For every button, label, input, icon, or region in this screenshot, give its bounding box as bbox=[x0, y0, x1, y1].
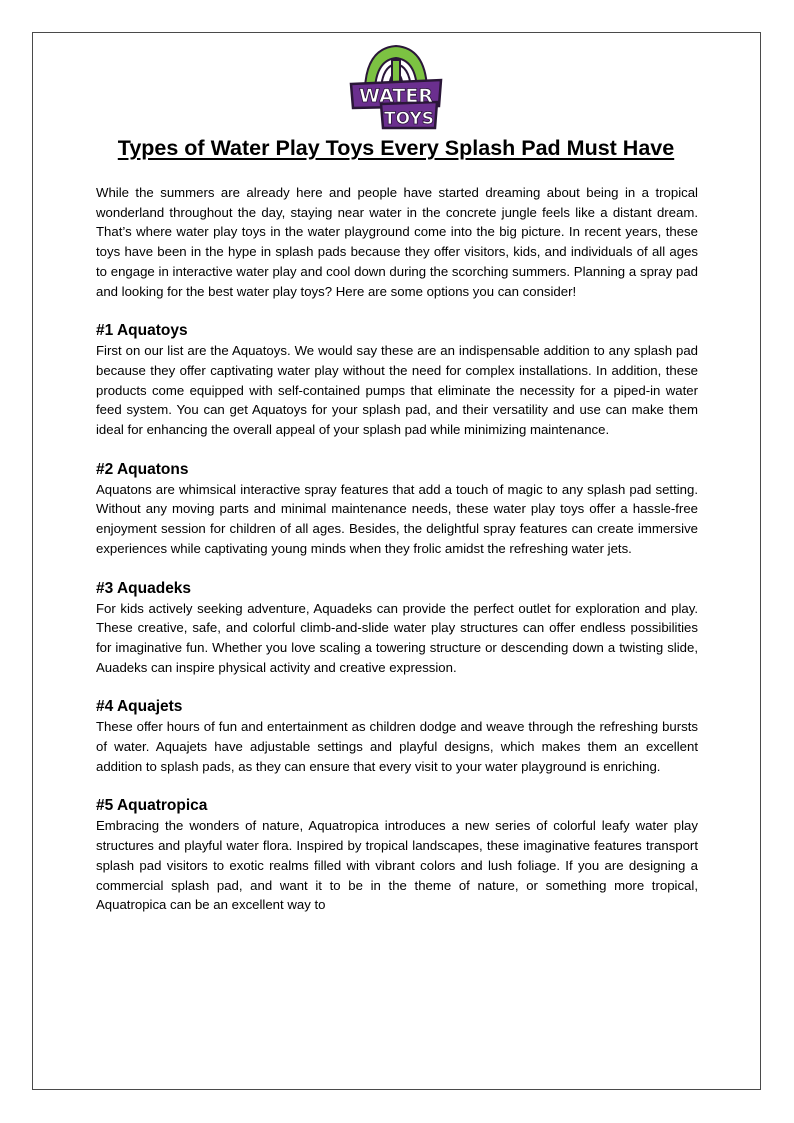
section-paragraph: Aquatons are whimsical interactive spray features that add a touch of magic to any splash pad setting. Without any moving parts and minimal maintenance needs, these water play toys offer a hassle-free enjoyment session for children of all ages. Besides, the delightful spray features can create immersive experiences while captivating young minds when they frolic amidst the refreshing water jets. bbox=[96, 481, 698, 556]
article-body bbox=[96, 183, 698, 935]
section-aquatons bbox=[96, 460, 698, 559]
page-title: Types of Water Play Toys Every Splash Pad Must Have bbox=[117, 136, 675, 160]
logo-text-water: WATER bbox=[359, 85, 433, 107]
section-heading: #1 Aquatoys bbox=[96, 322, 188, 340]
section-aquajets bbox=[96, 697, 698, 776]
water-toys-logo bbox=[341, 40, 451, 130]
section-paragraph: First on our list are the Aquatoys. We would say these are an indispensable addition to any splash pad because they offer captivating water play without the need for complex installations. In addition, these products come equipped with self-contained pumps that eliminate the necessity for a piped-in water feed system. You can get Aquatoys for your splash pad, and their versatility and use can make them ideal for enhancing the overall appeal of your splash pad while minimizing maintenance. bbox=[96, 343, 698, 438]
section-heading: #2 Aquatons bbox=[96, 460, 189, 478]
section-aquatoys bbox=[96, 321, 698, 440]
section-heading: #3 Aquadeks bbox=[96, 579, 192, 597]
section-aquatropica bbox=[96, 796, 698, 915]
intro-paragraph: While the summers are already here and people have started dreaming about being in a tropical wonderland throughout the day, staying near water in the concrete jungle feels like a distant dream. That’s where water play toys in the water playground come into the big picture. In recent years, these toys have been in the hype in splash pads because they offer visitors, kids, and individuals of all ages to engage in interactive water play and cool down during the scorching summers. Planning a spray pad and looking for the best water play toys? Here are some options you can consider! bbox=[96, 185, 698, 299]
section-paragraph: Embracing the wonders of nature, Aquatropica introduces a new series of colorful leafy water play structures and playful water flora. Inspired by tropical landscapes, these imaginative features transport splash pad visitors to exotic realms filled with vibrant colors and lush foliage. If you are designing a commercial splash pad, and want it to be in the theme of nature, or something more tropical, Aquatropica can be an excellent way to bbox=[96, 818, 698, 913]
logo-text-toys: TOYS bbox=[384, 109, 434, 129]
section-paragraph: For kids actively seeking adventure, Aquadeks can provide the perfect outlet for exploration and play. These creative, safe, and colorful climb-and-slide water play structures can offer endless possibilities for imaginative fun. Whether you love scaling a towering structure or descending down a twisting slide, Auadeks can inspire physical activity and creative expression. bbox=[96, 600, 698, 675]
section-heading: #4 Aquajets bbox=[96, 698, 183, 716]
section-aquadeks bbox=[96, 579, 698, 678]
section-paragraph: These offer hours of fun and entertainment as children dodge and weave through the refreshing bursts of water. Aquajets have adjustable settings and playful designs, which makes them an excellent addition to splash pads, as they can ensure that every visit to your water playground is enriching. bbox=[96, 719, 698, 774]
section-heading: #5 Aquatropica bbox=[96, 797, 208, 815]
